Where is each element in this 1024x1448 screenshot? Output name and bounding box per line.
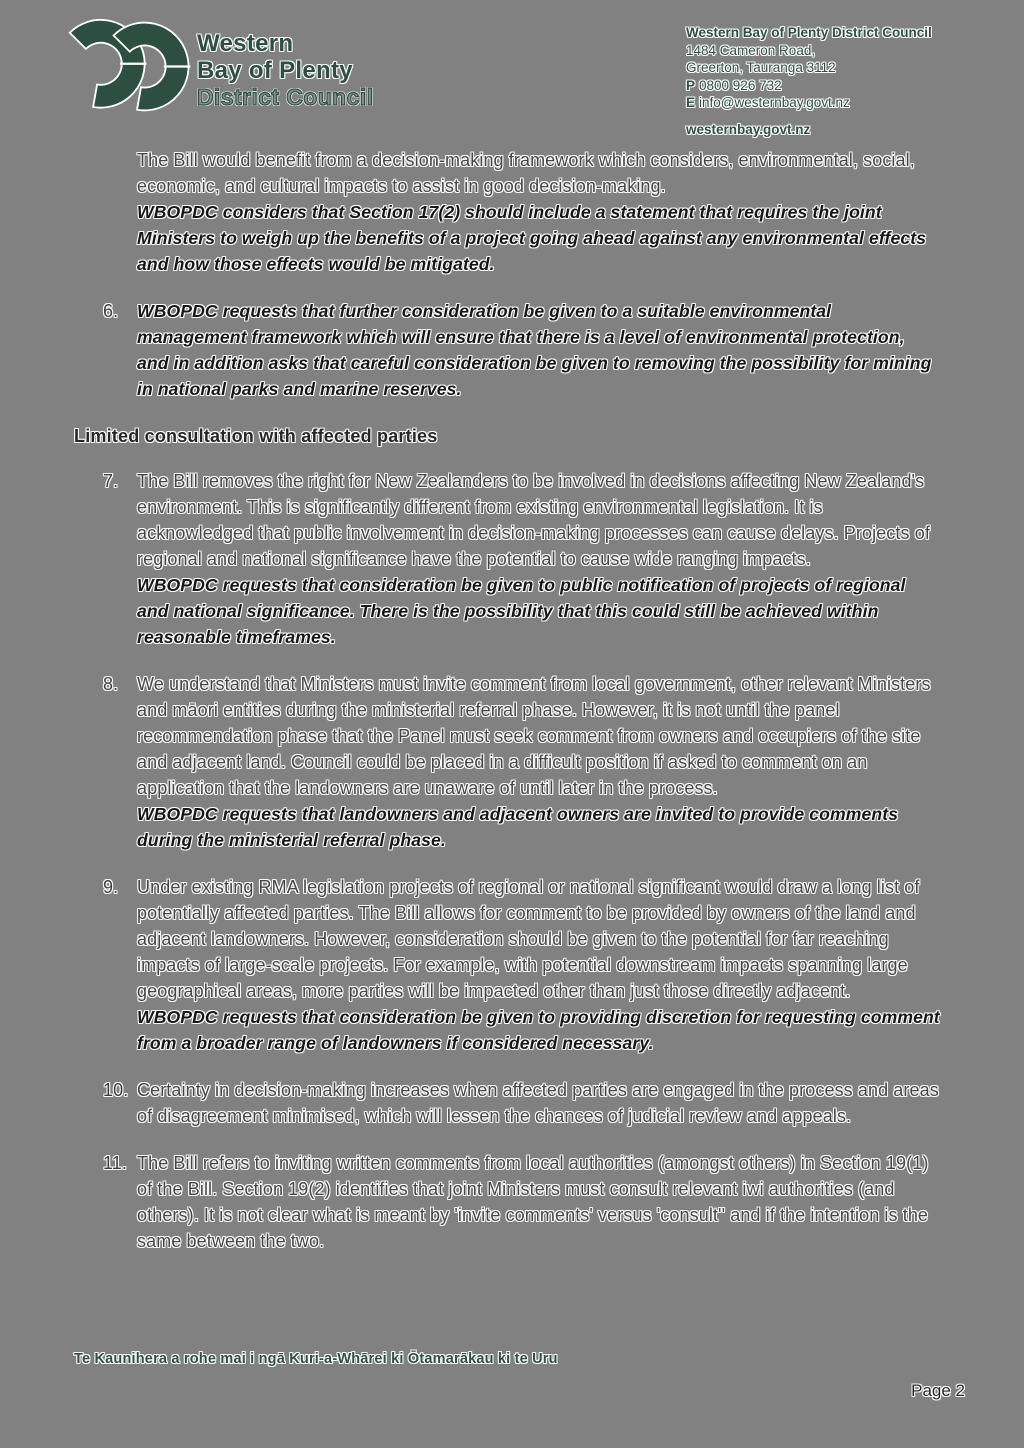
submission-text: WBOPDC requests that consideration be given to providing discretion for requesting comment from a broader range of landowners if considered necessary. [137, 1007, 940, 1053]
numbered-paragraph [74, 147, 940, 277]
wordmark-line-3: District Council [197, 84, 374, 110]
contact-phone [686, 77, 976, 95]
council-logo-icon [66, 18, 194, 115]
paragraph-number: 6. [103, 301, 119, 321]
paragraph-body [137, 147, 940, 277]
paragraph-body [137, 298, 940, 402]
paragraph-number: 10. [103, 1080, 129, 1100]
paragraph-number: 7. [103, 471, 119, 491]
contact-org: Western Bay of Plenty District Council [686, 25, 932, 40]
numbered-paragraph [74, 468, 940, 650]
wordmark-line-1: Western [197, 30, 294, 57]
document-body [74, 147, 940, 1275]
paragraph-number: 8. [103, 674, 119, 694]
email-address: info@westernbay.govt.nz [699, 95, 850, 110]
phone-label: P [686, 77, 696, 93]
contact-email [686, 94, 976, 112]
submission-text: WBOPDC requests that further consideration be given to a suitable environmental management framework which will ensure that there is a level of environmental protection, and in addition asks that careful consideration be given to removing the possibility for mining in national parks and marine reserves. [137, 301, 932, 399]
paragraph-text: The Bill refers to inviting written comments from local authorities (amongst others) in Section 19(1) of the Bill. Section 19(2) identifies that joint Ministers must consult relevant iwi authorities (and others). It is not clear what is meant by 'invite comments' versus 'consult'' and if the intention is the same between the two. [137, 1153, 929, 1251]
paragraph-text: Under existing RMA legislation projects of regional or national significant would draw a long list of potentially affected parties. The Bill allows for comment to be provided by owners of the land and adjacent landowners. However, consideration should be given to the potential for far reaching impacts of large-scale projects. For example, with potential downstream impacts spanning large geographical areas, more parties will be impacted other than just those directly adjacent. [137, 877, 920, 1001]
contact-website: westernbay.govt.nz [686, 121, 811, 137]
paragraph-body [137, 671, 940, 853]
numbered-paragraph [74, 1150, 940, 1254]
contact-address-line-1: 1484 Cameron Road, [686, 42, 816, 58]
numbered-paragraph [74, 1077, 940, 1129]
numbered-paragraph [74, 874, 940, 1056]
paragraph-body [137, 1077, 940, 1129]
section-heading: Limited consultation with affected parties [74, 426, 438, 446]
paragraph-number: 9. [103, 877, 119, 897]
council-wordmark [197, 30, 373, 111]
email-label: E [686, 95, 696, 110]
paragraph-number [74, 147, 137, 277]
contact-block [686, 24, 976, 138]
submission-text: WBOPDC considers that Section 17(2) should include a statement that requires the joint Ministers to weigh up the benefits of a project going ahead against any environmental effects and how those effects would be mitigated. [137, 202, 927, 274]
paragraph-text: Certainty in decision-making increases when affected parties are engaged in the process and areas of disagreement minimised, which will lessen the chances of judicial review and appeals. [137, 1080, 939, 1126]
paragraph-text: The Bill removes the right for New Zealanders to be involved in decisions affecting New Zealand's environment. This is significantly different from existing environmental legislation. It is acknowledged that public involvement in decision-making processes can cause delays. Projects of regional and national significance have the potential to cause wide ranging impacts. [137, 471, 930, 569]
footer-motto: Te Kaunihera a rohe mai i ngā Kuri-a-Whārei ki Ōtamarākau ki te Uru [74, 1351, 558, 1367]
paragraph-number: 11. [103, 1153, 127, 1173]
paragraph-text: We understand that Ministers must invite comment from local government, other relevant Ministers and māori entities during the ministerial referral phase. However, it is not until the panel recommendation phase that the Panel must seek comment from owners and occupiers of the site and adjacent land. Council could be placed in a difficult position if asked to comment on an application that the landowners are unaware of until later in the process. [137, 674, 931, 798]
paragraph-text: The Bill would benefit from a decision-making framework which considers, environmental, social, economic, and cultural impacts to assist in good decision-making. [137, 150, 915, 196]
paragraph-body [137, 468, 940, 650]
phone-number: 0800 926 732 [699, 77, 782, 93]
paragraph-body [137, 874, 940, 1056]
wordmark-line-2: Bay of Plenty [197, 57, 353, 84]
numbered-paragraph [74, 298, 940, 402]
page-number: Page 2 [911, 1381, 965, 1400]
submission-text: WBOPDC requests that consideration be given to public notification of projects of regional and national significance. There is the possibility that this could still be achieved within reasonable timeframes. [137, 575, 906, 647]
paragraph-body [137, 1150, 940, 1254]
contact-address-line-2: Greerton, Tauranga 3112 [686, 60, 836, 75]
submission-text: WBOPDC requests that landowners and adjacent owners are invited to provide comments during the ministerial referral phase. [137, 804, 899, 850]
numbered-paragraph [74, 671, 940, 853]
